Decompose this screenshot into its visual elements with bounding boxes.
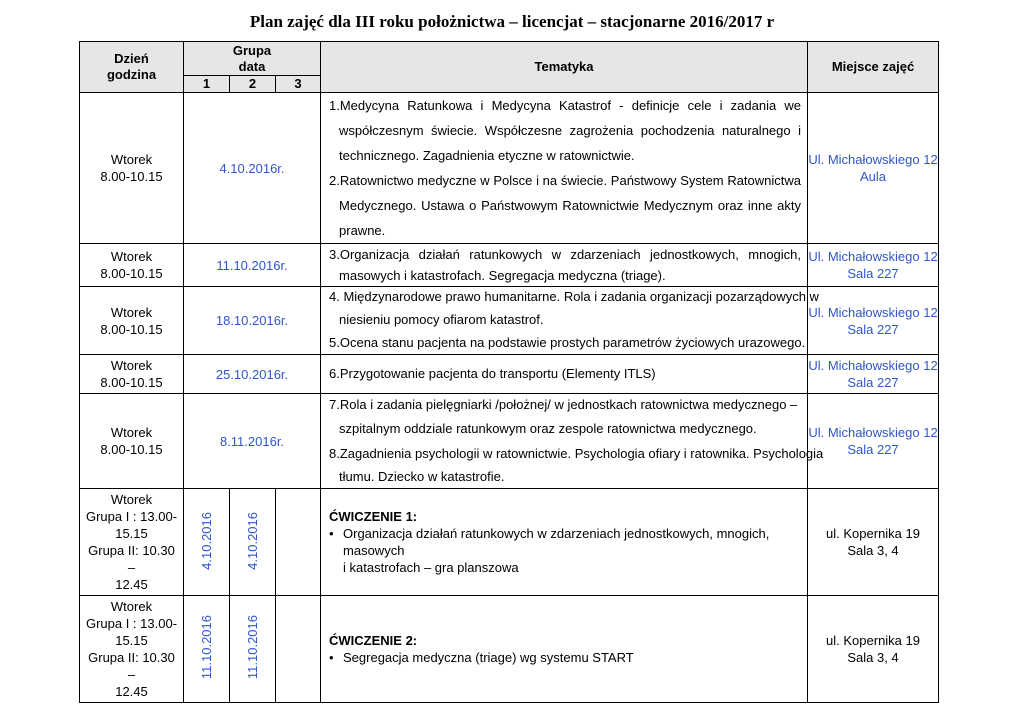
table-row [80,93,939,244]
list-item: • Organizacja działań ratunkowych w zdarzeniach jednostkowych, mnogich, masowych i katastrofach – gra planszowa [329,526,770,575]
schedule-table [79,41,939,703]
group1-date-cell: 11.10.2016 [184,596,230,703]
header-day: Dzień godzina [80,42,184,93]
day-cell: Wtorek Grupa I : 13.00- 15.15 Grupa II: 10.30 – 12.45 [80,489,184,596]
group2-date-cell: 11.10.2016 [230,596,276,703]
group3-date-cell [276,596,321,703]
topic-cell: 7.Rola i zadania pielęgniarki /położnej/ w jednostkach ratownictwa medycznego – szpitalnym oddziale ratunkowym oraz zespole ratownictwa medycznego. 8.Zagadnienia psychologii w ratownictwie. Psychologia ofiary i ratownika. Psychologia tłumu. Dziecko w katastrofie. [321,394,808,489]
table-row [80,489,939,596]
date-cell: 4.10.2016r. [184,93,321,244]
topic-cell: 4. Międzynarodowe prawo humanitarne. Rola i zadania organizacji pozarządowych w niesieniu pomocy ofiarom katastrof. 5.Ocena stanu pacjenta na podstawie prostych parametrów życiowych urazowego. [321,287,808,355]
day-cell: Wtorek Grupa I : 13.00- 15.15 Grupa II: 10.30 – 12.45 [80,596,184,703]
header-topic: Tematyka [321,42,808,93]
topic-cell: 3.Organizacja działań ratunkowych w zdarzeniach jednostkowych, mnogich, masowych i katastrofach. Segregacja medyczna (triage). [321,244,808,287]
page-title: Plan zajęć dla III roku położnictwa – licencjat – stacjonarne 2016/2017 r [249,12,775,31]
day-cell: Wtorek 8.00-10.15 [80,244,184,287]
list-item: • Segregacja medyczna (triage) wg systemu START [329,650,634,665]
date-cell: 18.10.2016r. [184,287,321,355]
group2-date-cell: 4.10.2016 [230,489,276,596]
header-place: Miejsce zajęć [808,42,939,93]
group3-date-cell [276,489,321,596]
header-group-2: 2 [230,76,276,93]
date-cell: 25.10.2016r. [184,355,321,394]
table-row [80,244,939,287]
place-cell: ul. Kopernika 19 Sala 3, 4 [808,489,939,596]
bullet-icon: • [329,650,334,665]
header-group-1: 1 [184,76,230,93]
header-group-3: 3 [276,76,321,93]
place-cell: Ul. Michałowskiego 12 Sala 227 [808,287,939,355]
topic-cell: ĆWICZENIE 2: • Segregacja medyczna (triage) wg systemu START [321,596,808,703]
place-cell: Ul. Michałowskiego 12 Sala 227 [808,394,939,489]
place-cell: ul. Kopernika 19 Sala 3, 4 [808,596,939,703]
topic-cell: 6.Przygotowanie pacjenta do transportu (Elementy ITLS) [321,355,808,394]
place-cell: Ul. Michałowskiego 12 Sala 227 [808,355,939,394]
table-row [80,596,939,703]
day-cell: Wtorek 8.00-10.15 [80,287,184,355]
header-group: Grupa data [184,42,321,76]
bullet-icon: • [329,526,334,541]
table-row [80,394,939,489]
group1-date-cell: 4.10.2016 [184,489,230,596]
day-cell: Wtorek 8.00-10.15 [80,93,184,244]
day-cell: Wtorek 8.00-10.15 [80,394,184,489]
topic-cell: 1.Medycyna Ratunkowa i Medycyna Katastrof - definicje cele i zadania we współczesnym świecie. Współczesne zagrożenia pochodzenia naturalnego i technicznego. Zagadnienia etyczne w ratownictwie. 2.Ratownictwo medyczne w Polsce i na świecie. Państwowy System Ratownictwa Medycznego. Ustawa o Państwowym Ratownictwie Medycznym oraz inne akty prawne. [321,93,808,244]
day-cell: Wtorek 8.00-10.15 [80,355,184,394]
date-cell: 8.11.2016r. [184,394,321,489]
table-row [80,355,939,394]
date-cell: 11.10.2016r. [184,244,321,287]
table-row [80,287,939,355]
topic-cell: ĆWICZENIE 1: • Organizacja działań ratunkowych w zdarzeniach jednostkowych, mnogich, masowych i katastrofach – gra planszowa [321,489,808,596]
place-cell: Ul. Michałowskiego 12 Sala 227 [808,244,939,287]
place-cell: Ul. Michałowskiego 12 Aula [808,93,939,244]
